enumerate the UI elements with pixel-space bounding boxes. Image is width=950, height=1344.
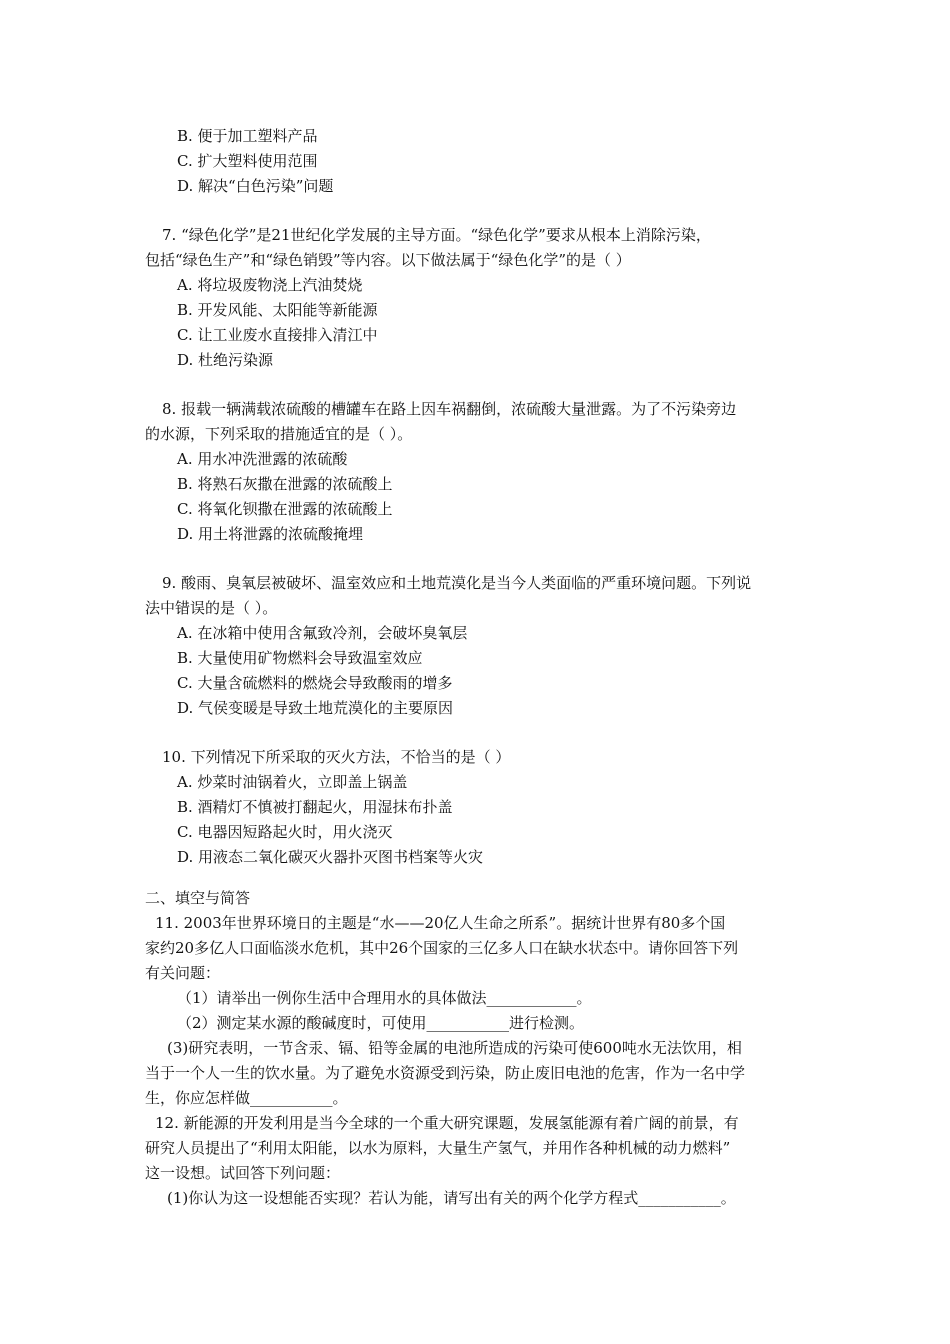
option-c: C. 电器因短路起火时，用火浇灭 [177, 823, 393, 841]
option-a: A. 用水冲洗泄露的浓硫酸 [177, 450, 348, 468]
question-stem-line: 的水源，下列采取的措施适宜的是（ ）。 [145, 425, 413, 443]
question-stem-line: 7. “绿色化学”是21世纪化学发展的主导方面。“绿色化学”要求从根本上消除污染， [162, 226, 711, 244]
option-a: A. 炒菜时油锅着火，立即盖上锅盖 [177, 773, 408, 791]
sub-question-3-line: 当于一个人一生的饮水量。为了避免水资源受到污染，防止废旧电池的危害，作为一名中学 [145, 1064, 746, 1082]
option-b: B. 开发风能、太阳能等新能源 [177, 301, 378, 319]
question-stem-line: 9. 酸雨、臭氧层被破坏、温室效应和土地荒漠化是当今人类面临的严重环境问题。下列说 [162, 574, 752, 592]
question-stem-line: 12. 新能源的开发利用是当今全球的一个重大研究课题，发展氢能源有着广阔的前景，有 [155, 1114, 739, 1132]
question-stem-line: 家约20多亿人口面临淡水危机，其中26个国家的三亿多人口在缺水状态中。请你回答下列 [145, 939, 739, 957]
sub-question-1: (1)你认为这一设想能否实现？若认为能，请写出有关的两个化学方程式___________。 [167, 1189, 736, 1207]
option-d: D. 杜绝污染源 [177, 351, 274, 369]
option-d: D. 用液态二氧化碳灭火器扑灭图书档案等火灾 [177, 848, 484, 866]
option-b: B. 大量使用矿物燃料会导致温室效应 [177, 649, 423, 667]
option-c: C. 将氧化钡撒在泄露的浓硫酸上 [177, 500, 393, 518]
question-8 [145, 397, 815, 547]
question-12 [145, 1111, 815, 1211]
question-stem-line: 包括“绿色生产”和“绿色销毁”等内容。以下做法属于“绿色化学”的是（ ） [145, 251, 631, 269]
question-stem-line: 11. 2003年世界环境日的主题是“水——20亿人生命之所系”。据统计世界有80多个国 [155, 914, 726, 932]
option-b: B. 酒精灯不慎被打翻起火，用湿抹布扑盖 [177, 798, 453, 816]
option-c: C. 扩大塑料使用范围 [177, 152, 318, 170]
section-heading: 二、填空与简答 [145, 889, 251, 907]
question-7 [145, 223, 815, 373]
option-c: C. 大量含硫燃料的燃烧会导致酸雨的增多 [177, 674, 453, 692]
question-stem-line: 研究人员提出了“利用太阳能，以水为原料，大量生产氢气，并用作各种机械的动力燃料” [145, 1139, 731, 1157]
option-c: C. 让工业废水直接排入清江中 [177, 326, 378, 344]
option-d: D. 用土将泄露的浓硫酸掩埋 [177, 525, 364, 543]
question-9 [145, 571, 815, 721]
question-stem-line: 8. 报载一辆满载浓硫酸的槽罐车在路上因车祸翻倒，浓硫酸大量泄露。为了不污染旁边 [162, 400, 737, 418]
option-b: B. 将熟石灰撒在泄露的浓硫酸上 [177, 475, 393, 493]
option-a: A. 将垃圾废物浇上汽油焚烧 [177, 276, 363, 294]
sub-question-2: （2）测定某水源的酸碱度时，可使用___________进行检测。 [177, 1014, 585, 1032]
question-11 [145, 911, 815, 1111]
question-10 [145, 745, 815, 870]
sub-question-3-line: 生，你应怎样做___________。 [145, 1089, 348, 1107]
question-stem-line: 10. 下列情况下所采取的灭火方法，不恰当的是（ ） [162, 748, 511, 766]
sub-question-3: (3)研究表明，一节含汞、镉、铅等金属的电池所造成的污染可使600吨水无法饮用，相 [167, 1039, 742, 1057]
question-stem-line: 有关问题： [145, 964, 221, 982]
option-d: D. 解决“白色污染”问题 [177, 177, 334, 195]
option-b: B. 便于加工塑料产品 [177, 127, 318, 145]
option-a: A. 在冰箱中使用含氟致冷剂，会破坏臭氧层 [177, 624, 468, 642]
question-stem-line: 法中错误的是（ ）。 [145, 599, 278, 617]
option-d: D. 气侯变暖是导致土地荒漠化的主要原因 [177, 699, 454, 717]
question-stem-line: 这一设想。试回答下列问题： [145, 1164, 341, 1182]
page-content [145, 124, 815, 1211]
question-6-options [145, 124, 815, 199]
sub-question-1: （1）请举出一例你生活中合理用水的具体做法____________。 [177, 989, 592, 1007]
